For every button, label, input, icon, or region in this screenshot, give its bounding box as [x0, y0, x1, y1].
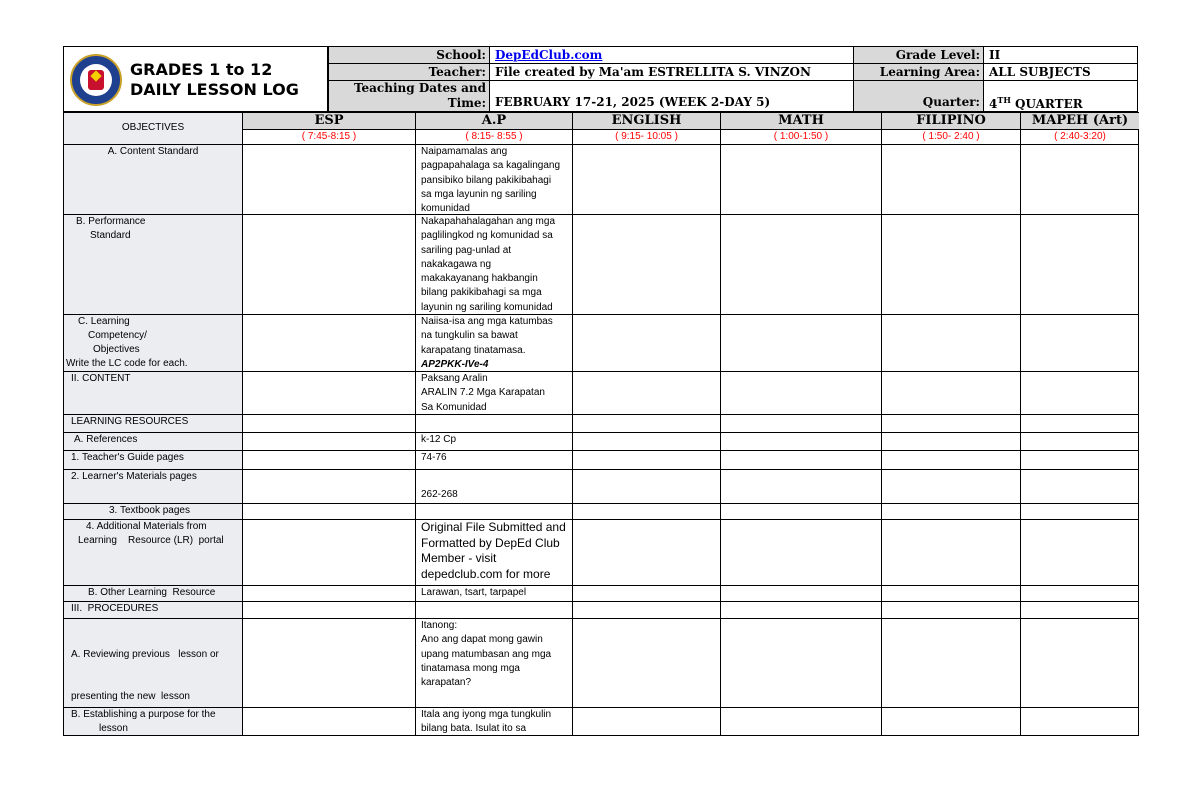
quarter-suffix: TH	[997, 95, 1011, 105]
subject-ap: A.P	[415, 112, 572, 129]
cell-english	[572, 450, 720, 469]
objectives-header: OBJECTIVES	[63, 112, 242, 144]
quarter-word: QUARTER	[1010, 97, 1083, 111]
table-bottom-border	[63, 735, 1139, 736]
cell-mapeh	[1020, 414, 1139, 432]
cell-mapeh	[1020, 371, 1139, 414]
row-label-content: II. CONTENT	[63, 371, 242, 414]
cell-filipino	[881, 371, 1020, 414]
cell-english	[572, 707, 720, 736]
teaching-dates-value: FEBRUARY 17-21, 2025 (WEEK 2-DAY 5)	[489, 80, 854, 112]
row-label-reviewing	[63, 618, 242, 707]
cell-filipino	[881, 469, 1020, 503]
quarter-value	[983, 80, 1138, 112]
teaching-dates-label-line1: Teaching Dates and	[353, 81, 486, 95]
cell-mapeh	[1020, 214, 1139, 314]
teacher-label: Teacher:	[328, 63, 490, 81]
learning-area-value: ALL SUBJECTS	[983, 63, 1138, 81]
time-esp: ( 7:45-8:15 )	[242, 129, 415, 144]
row-label-procedures: III. PROCEDURES	[63, 601, 242, 618]
row-label-performance-standard	[63, 214, 242, 314]
grade-level-value: II	[983, 46, 1138, 64]
cell-mapeh	[1020, 585, 1139, 601]
time-english: ( 9:15- 10:05 )	[572, 129, 720, 144]
cell-filipino	[881, 618, 1020, 707]
competency-label-line1: C. Learning	[78, 316, 130, 327]
grade-level-label: Grade Level:	[853, 46, 984, 64]
lesson-log-grid	[63, 112, 1139, 736]
cell-filipino	[881, 707, 1020, 736]
cell-english	[572, 519, 720, 585]
cell-mapeh	[1020, 519, 1139, 585]
cell-filipino	[881, 503, 1020, 519]
cell-math	[720, 469, 881, 503]
time-math: ( 1:00-1:50 )	[720, 129, 881, 144]
cell-math	[720, 601, 881, 618]
time-filipino: ( 1:50- 2:40 )	[881, 129, 1020, 144]
cell-filipino	[881, 414, 1020, 432]
reviewing-label-line1: A. Reviewing previous lesson or	[71, 648, 219, 660]
cell-ap	[415, 601, 572, 618]
cell-filipino	[881, 519, 1020, 585]
row-label-establishing	[63, 707, 242, 736]
cell-english	[572, 314, 720, 371]
time-ap: ( 8:15- 8:55 )	[415, 129, 572, 144]
cell-esp	[242, 469, 415, 503]
additional-label-line2: Learning Resource (LR) portal	[78, 535, 224, 547]
cell-esp	[242, 503, 415, 519]
ap-competency-text: Naiisa-isa ang mga katumbas na tungkulin sa bawat karapatang tinatamasa.	[421, 316, 553, 356]
cell-math	[720, 432, 881, 450]
cell-filipino	[881, 144, 1020, 214]
cell-esp	[242, 519, 415, 585]
cell-esp	[242, 450, 415, 469]
teacher-value: File created by Ma'am ESTRELLITA S. VINZON	[489, 63, 854, 81]
establishing-label-line2: lesson	[99, 723, 128, 735]
subject-esp: ESP	[242, 112, 415, 129]
cell-mapeh	[1020, 601, 1139, 618]
cell-esp	[242, 371, 415, 414]
subject-filipino: FILIPINO	[881, 112, 1020, 129]
subject-english: ENGLISH	[572, 112, 720, 129]
school-link[interactable]: DepEdClub.com	[495, 48, 603, 62]
learning-area-label: Learning Area:	[853, 63, 984, 81]
cell-english	[572, 214, 720, 314]
cell-math	[720, 414, 881, 432]
cell-esp	[242, 585, 415, 601]
quarter-number: 4	[989, 97, 998, 111]
cell-mapeh	[1020, 469, 1139, 503]
cell-esp	[242, 214, 415, 314]
cell-mapeh	[1020, 144, 1139, 214]
subject-math: MATH	[720, 112, 881, 129]
cell-math	[720, 450, 881, 469]
competency-label-line4: Write the LC code for each.	[66, 358, 188, 369]
cell-ap-teachers-guide: 74-76	[415, 450, 572, 469]
cell-filipino	[881, 450, 1020, 469]
row-label-competency	[63, 314, 242, 371]
doc-title-line1: GRADES 1 to 12	[130, 60, 273, 79]
cell-mapeh	[1020, 314, 1139, 371]
cell-mapeh	[1020, 432, 1139, 450]
cell-ap-learners-materials: 262-268	[415, 469, 572, 503]
school-label: School:	[328, 46, 490, 64]
row-label-teachers-guide: 1. Teacher's Guide pages	[63, 450, 242, 469]
cell-ap	[415, 414, 572, 432]
cell-mapeh	[1020, 503, 1139, 519]
cell-math	[720, 618, 881, 707]
cell-esp	[242, 707, 415, 736]
cell-ap-other-resource: Larawan, tsart, tarpapel	[415, 585, 572, 601]
row-label-content-standard: A. Content Standard	[63, 144, 242, 214]
cell-math	[720, 314, 881, 371]
cell-esp	[242, 601, 415, 618]
performance-label-line1: B. Performance	[76, 216, 146, 227]
cell-filipino	[881, 214, 1020, 314]
cell-ap-content: Paksang Aralin ARALIN 7.2 Mga Karapatan Sa Komunidad	[415, 371, 572, 414]
cell-math	[720, 503, 881, 519]
cell-english	[572, 144, 720, 214]
cell-ap-reviewing: Itanong: Ano ang dapat mong gawin upang matumbasan ang mga tinatamasa mong mga karapatan?	[415, 618, 572, 707]
cell-esp	[242, 432, 415, 450]
doc-title-line2: DAILY LESSON LOG	[130, 80, 299, 99]
cell-ap-references: k-12 Cp	[415, 432, 572, 450]
cell-mapeh	[1020, 707, 1139, 736]
cell-english	[572, 585, 720, 601]
cell-english	[572, 503, 720, 519]
row-label-references: A. References	[63, 432, 242, 450]
cell-ap-content-standard: Naipamamalas ang pagpapahalaga sa kagalingang pansibiko bilang pakikibahagi sa mga layunin ng sariling komunidad	[415, 144, 572, 214]
time-mapeh: ( 2:40-3:20)	[1020, 129, 1139, 144]
reviewing-label-line2: presenting the new lesson	[71, 691, 190, 703]
cell-filipino	[881, 314, 1020, 371]
competency-label-line2: Competency/	[88, 330, 147, 341]
performance-label-line2: Standard	[90, 230, 131, 242]
row-label-additional-materials	[63, 519, 242, 585]
cell-math	[720, 585, 881, 601]
cell-ap-establishing: Itala ang iyong mga tungkulin bilang bata. Isulat ito sa	[415, 707, 572, 736]
cell-mapeh	[1020, 618, 1139, 707]
row-label-other-resource: B. Other Learning Resource	[63, 585, 242, 601]
cell-esp	[242, 414, 415, 432]
cell-math	[720, 519, 881, 585]
cell-math	[720, 144, 881, 214]
row-label-learning-resources: LEARNING RESOURCES	[63, 414, 242, 432]
cell-english	[572, 371, 720, 414]
cell-esp	[242, 618, 415, 707]
additional-label-line1: 4. Additional Materials from	[86, 521, 207, 532]
cell-ap	[415, 503, 572, 519]
row-label-textbook: 3. Textbook pages	[63, 503, 242, 519]
cell-english	[572, 414, 720, 432]
cell-math	[720, 707, 881, 736]
cell-ap-performance-standard: Nakapahahalagahan ang mga paglilingkod ng komunidad sa sariling pag-unlad at nakakagawa ng makakayanang hakbangin bilang pakikibahagi sa mga layunin ng sariling komunidad	[415, 214, 572, 314]
cell-ap-additional-materials: Original File Submitted and Formatted by DepEd Club Member - visit depedclub.com for more	[415, 519, 572, 585]
cell-filipino	[881, 585, 1020, 601]
establishing-label-line1: B. Establishing a purpose for the	[71, 709, 216, 720]
cell-math	[720, 214, 881, 314]
cell-esp	[242, 314, 415, 371]
cell-english	[572, 432, 720, 450]
cell-ap-competency	[415, 314, 572, 371]
competency-label-line3: Objectives	[93, 344, 140, 355]
cell-english	[572, 601, 720, 618]
school-value-cell	[489, 46, 854, 64]
teaching-dates-label	[328, 80, 490, 112]
row-label-learners-materials: 2. Learner's Materials pages	[63, 469, 242, 503]
quarter-label: Quarter:	[853, 80, 984, 112]
cell-mapeh	[1020, 450, 1139, 469]
cell-filipino	[881, 432, 1020, 450]
teaching-dates-label-line2: Time:	[447, 96, 486, 110]
ap-competency-code: AP2PKK-IVe-4	[421, 358, 489, 370]
subject-mapeh: MAPEH (Art)	[1020, 112, 1139, 129]
cell-esp	[242, 144, 415, 214]
cell-filipino	[881, 601, 1020, 618]
cell-math	[720, 371, 881, 414]
cell-english	[572, 618, 720, 707]
cell-english	[572, 469, 720, 503]
